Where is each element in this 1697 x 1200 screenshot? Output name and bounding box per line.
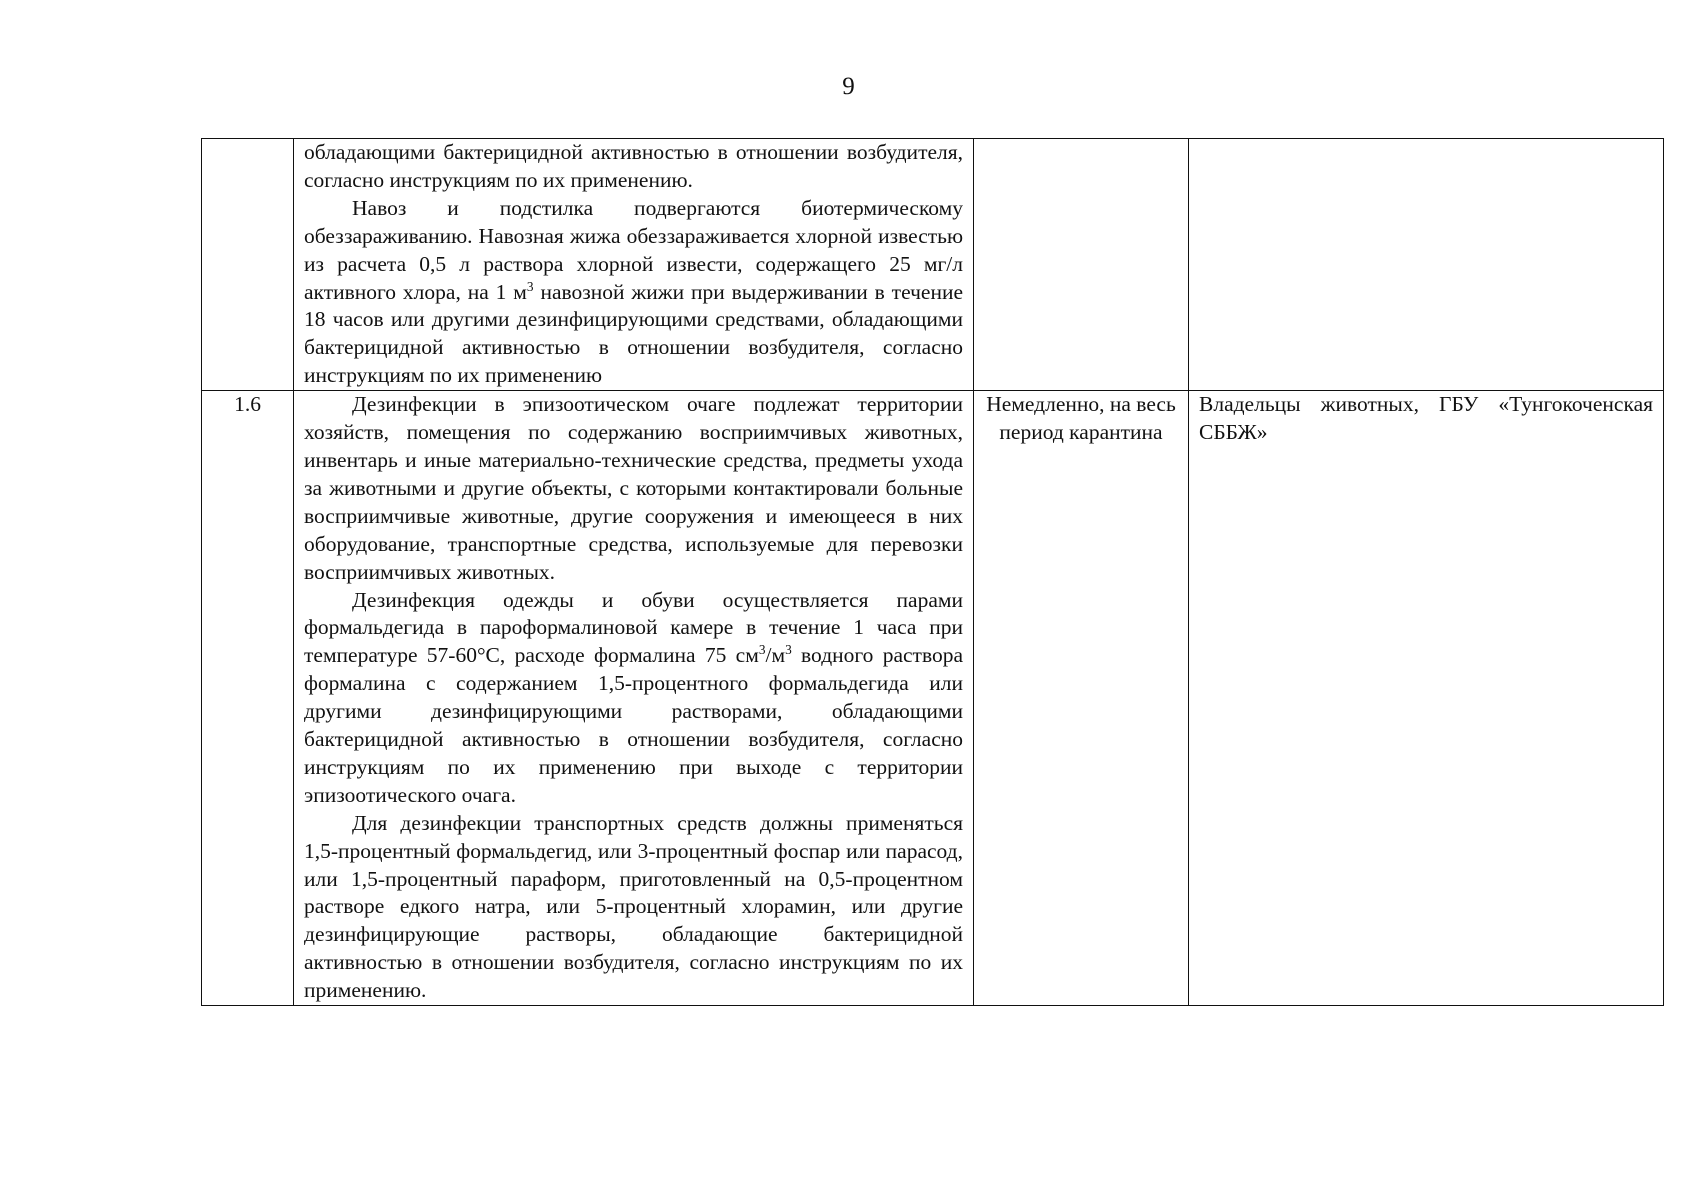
paragraph: обладающими бактерицидной активностью в отношении возбудителя, согласно инструкциям по их применению. — [304, 140, 963, 192]
deadline-cell: Немедленно, на весь период карантина — [974, 391, 1189, 1006]
table-row — [202, 139, 1664, 391]
measure-text-cell — [294, 391, 974, 1006]
measures-table — [201, 138, 1664, 1006]
paragraph: Для дезинфекции транспортных средств должны применяться 1,5-процентный формальдегид, или 3-процентный фоспар или парасод, или 1,5-процентный параформ, приготовленный на 0,5-процентном растворе едкого натра, или 5-процентный хлорамин, или другие дезинфицирующие растворы, обладающие бактерицидной активностью в отношении возбудителя, согласно инструкциям по их применению. — [304, 810, 963, 1003]
row-number-cell — [202, 139, 294, 391]
responsible-cell: Владельцы животных, ГБУ «Тунгокоченская СББЖ» — [1189, 391, 1664, 1006]
paragraph: Дезинфекции в эпизоотическом очаге подлежат территории хозяйств, помещения по содержанию восприимчивых животных, инвентарь и иные материально-технические средства, предметы ухода за животными и другие объекты, с которыми контактировали больные восприимчивые животные, другие сооружения и имеющееся в них оборудование, транспортные средства, используемые для перевозки восприимчивых животных. — [304, 392, 963, 584]
table-row — [202, 391, 1664, 1006]
deadline-cell — [974, 139, 1189, 391]
measure-text-cell — [294, 139, 974, 391]
row-number-cell: 1.6 — [202, 391, 294, 1006]
paragraph: Навоз и подстилка подвергаются биотермическому обеззараживанию. Навозная жижа обеззараживается хлорной известью из расчета 0,5 л раствора хлорной извести, содержащего 25 мг/л активного хлора, на 1 $м^3$ навозной жижи при выдерживании в течение 18 часов или другими дезинфицирующими средствами, обладающими бактерицидной активностью в отношении возбудителя, согласно инструкциям по их применению — [304, 195, 963, 388]
responsible-cell — [1189, 139, 1664, 391]
page-number: 9 — [842, 73, 855, 100]
paragraph: Дезинфекция одежды и обуви осуществляется парами формальдегида в пароформалиновой камере в течение 1 часа при температуре 57-60°С, расходе формалина 75 $см^3/м^3$ водного раствора формалина с содержанием 1,5-процентного формальдегида или другими дезинфицирующими растворами, обладающими бактерицидной активностью в отношении возбудителя, согласно инструкциям по их применению при выходе с территории эпизоотического очага. — [304, 587, 963, 807]
